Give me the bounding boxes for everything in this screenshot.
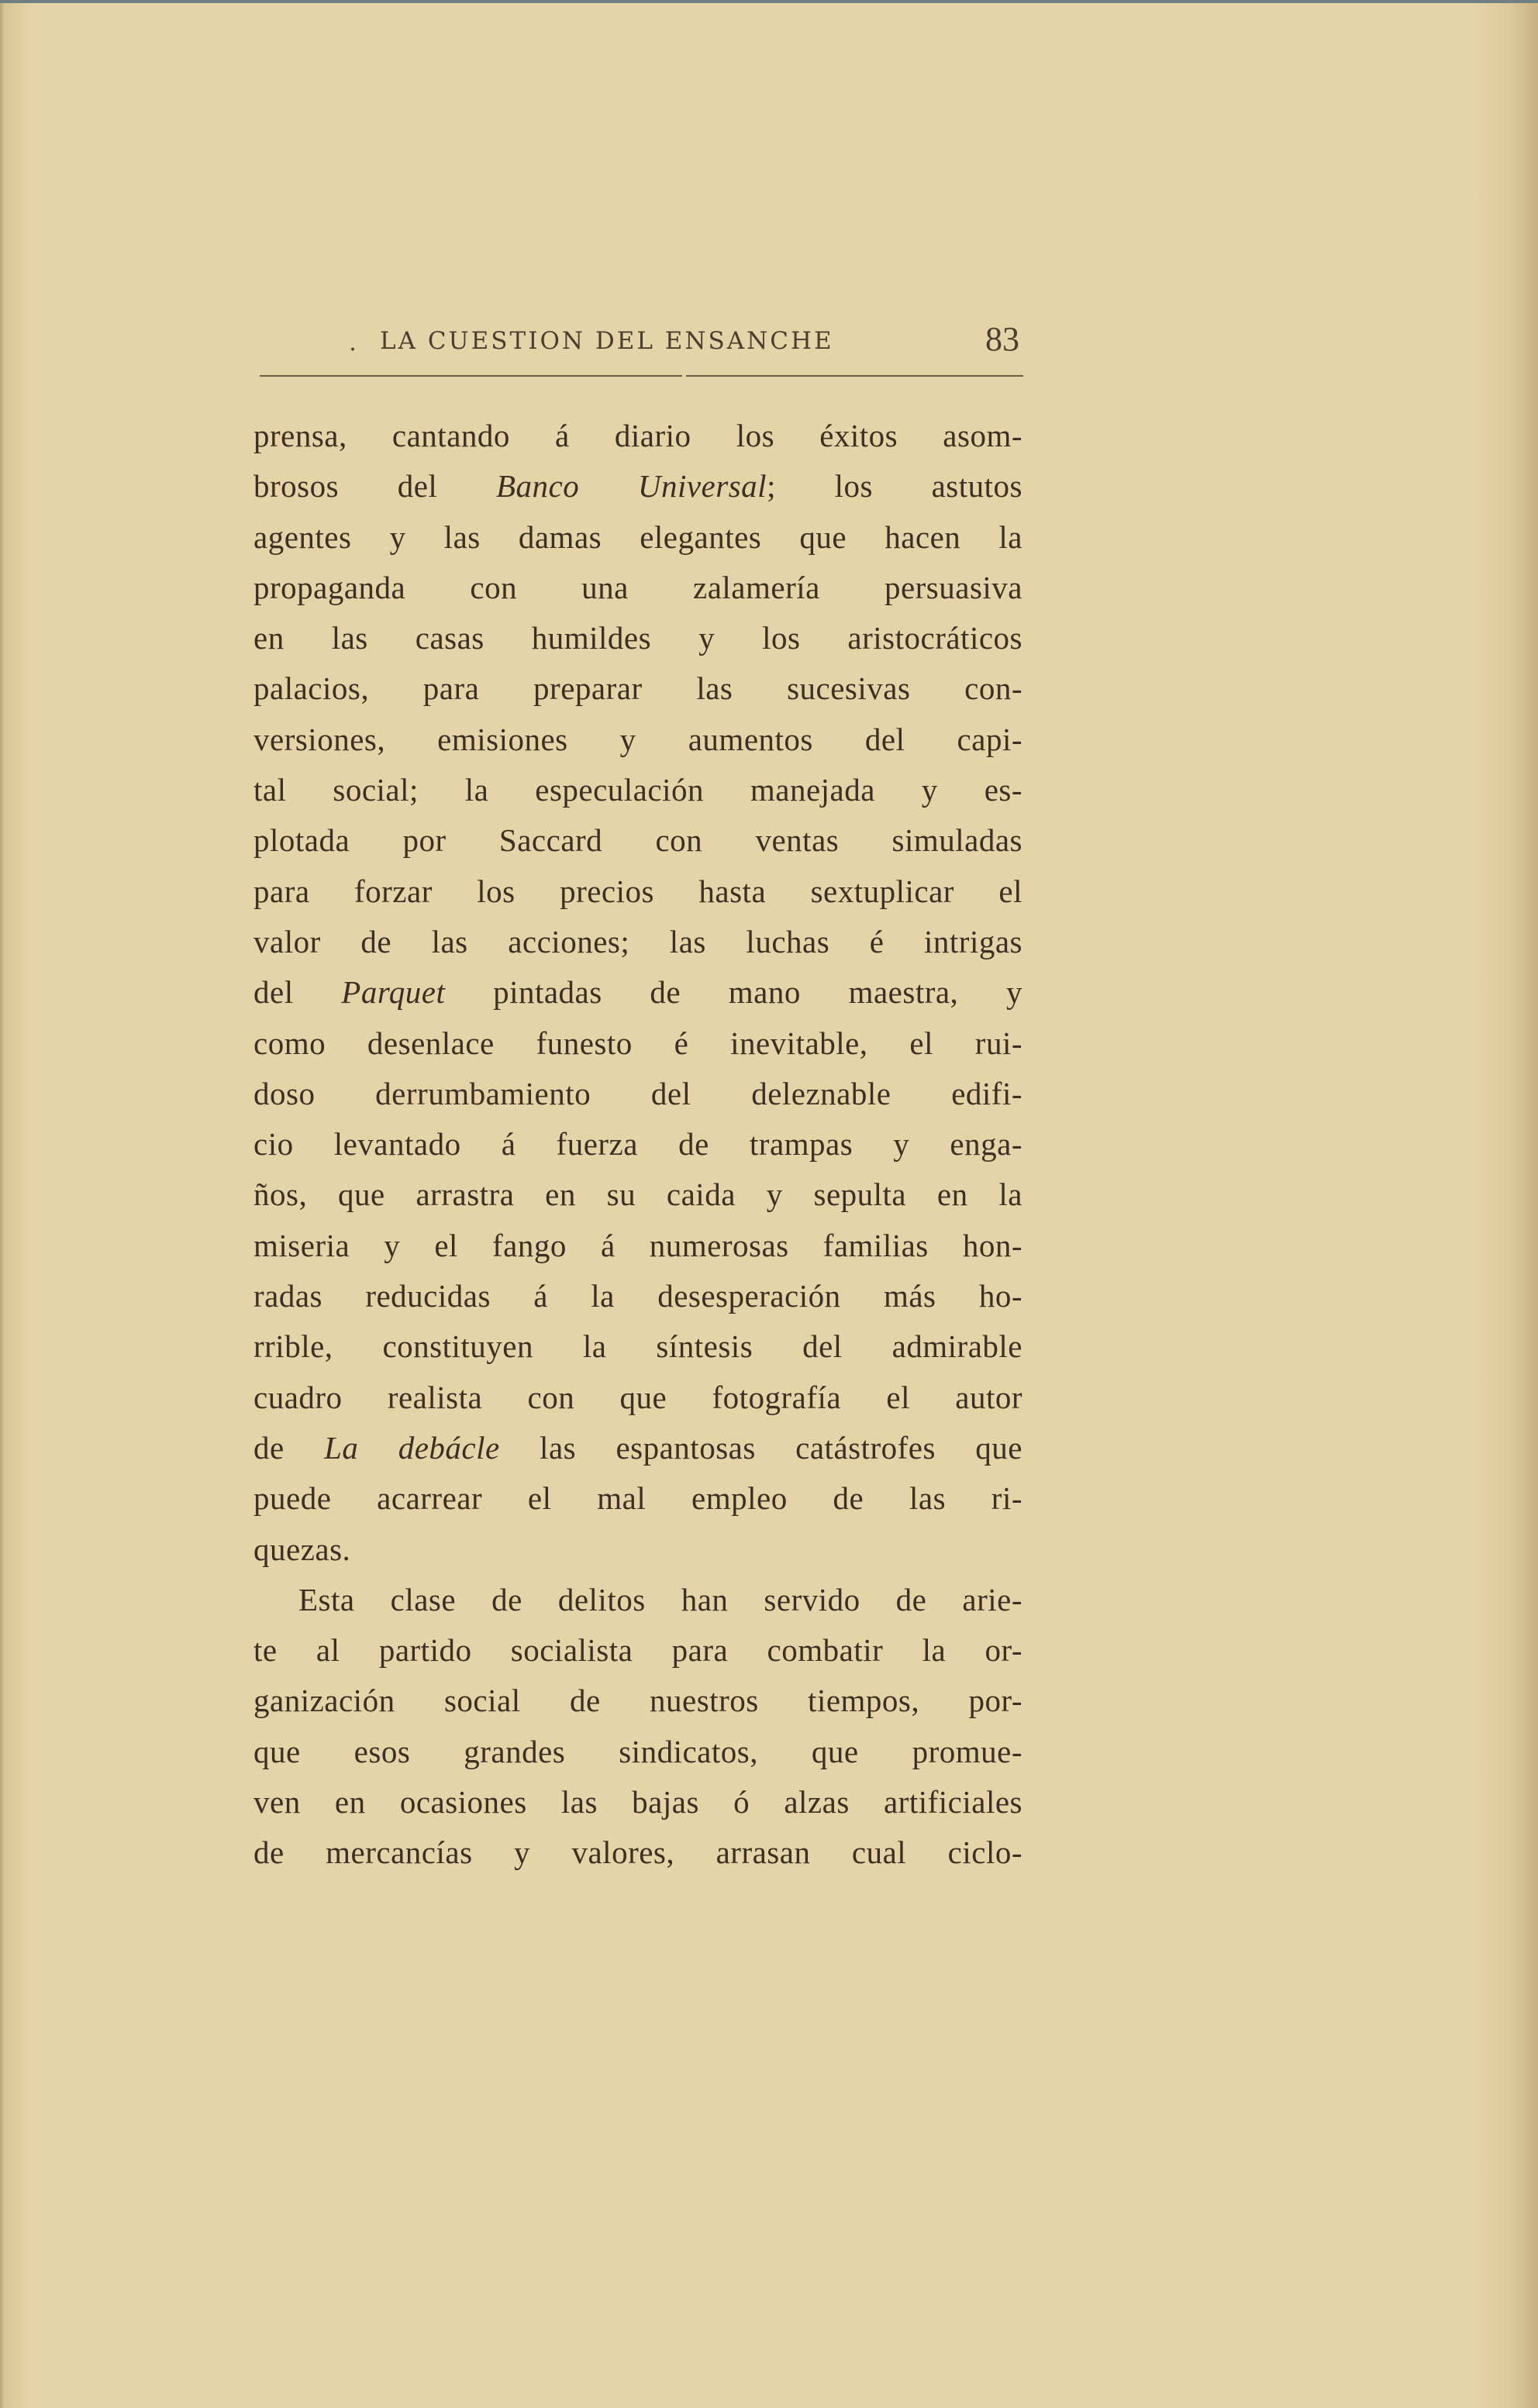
text-segment: Esta clase de delitos han servido de arie- [298, 1581, 1022, 1617]
text-segment: valor de las acciones; las luchas é intrigas [253, 923, 1022, 959]
text-line [253, 1777, 1022, 1828]
text-line [253, 1423, 1022, 1473]
text-line [253, 1727, 1022, 1777]
text-segment: cuadro realista con que fotografía el autor [253, 1379, 1022, 1415]
running-header [349, 319, 1019, 366]
text-segment: brosos del [253, 468, 496, 505]
text-line [253, 563, 1022, 613]
text-segment: ños, que arrastra en su caida y sepulta en la [253, 1176, 1022, 1213]
text-segment: miseria y el fango á numerosas familias hon- [253, 1227, 1022, 1263]
text-line [253, 613, 1022, 663]
text-line [253, 512, 1022, 563]
text-line [253, 1575, 1022, 1625]
text-segment: ; los astutos [767, 468, 1022, 505]
text-line [253, 1524, 1022, 1575]
text-segment: quezas. [253, 1531, 351, 1567]
italic-title: Banco Universal [495, 468, 767, 505]
text-segment: del [253, 974, 342, 1011]
text-line [253, 917, 1022, 967]
text-segment: pintadas de mano maestra, y [445, 974, 1023, 1011]
text-line [253, 1625, 1022, 1676]
italic-title: La debácle [324, 1429, 500, 1466]
text-line [253, 1271, 1022, 1321]
text-line [253, 1069, 1022, 1119]
text-segment: te al partido socialista para combatir la or- [253, 1632, 1022, 1669]
text-line [253, 411, 1022, 461]
text-segment: plotada por Saccard con ventas simuladas [253, 822, 1022, 859]
page-top-edge [0, 0, 1538, 3]
text-segment: ganización social de nuestros tiempos, por- [253, 1683, 1022, 1719]
header-rule-right [686, 375, 1023, 377]
text-line [253, 1373, 1022, 1423]
running-title: LA CUESTION DEL ENSANCHE [380, 327, 834, 355]
text-line [253, 765, 1022, 815]
text-line [253, 1119, 1022, 1170]
text-segment: radas reducidas á la desesperación más ho- [253, 1278, 1022, 1314]
text-segment: palacios, para preparar las sucesivas con- [253, 670, 1022, 707]
page-number: 83 [985, 320, 1019, 358]
text-segment: cio levantado á fuerza de trampas y enga- [253, 1126, 1022, 1163]
text-segment: prensa, cantando á diario los éxitos asom- [253, 418, 1022, 453]
text-line [253, 1221, 1022, 1271]
text-segment: como desenlace funesto é inevitable, el rui- [253, 1025, 1022, 1061]
text-segment: en las casas humildes y los aristocráticos [253, 620, 1022, 656]
text-line [253, 715, 1022, 765]
italic-title: Parquet [341, 974, 446, 1011]
text-segment: que esos grandes sindicatos, que promue- [253, 1733, 1022, 1769]
text-line [253, 1170, 1022, 1220]
header-dot: . [349, 329, 357, 357]
text-line [253, 1018, 1022, 1069]
text-line [253, 663, 1022, 714]
text-segment: rrible, constituyen la síntesis del admirable [253, 1328, 1022, 1365]
text-segment: propaganda con una zalamería persuasiva [253, 569, 1022, 605]
text-line [253, 1473, 1022, 1524]
text-line [253, 815, 1022, 866]
text-segment: de [253, 1429, 325, 1466]
text-segment: ven en ocasiones las bajas ó alzas artificiales [253, 1784, 1022, 1821]
text-segment: tal social; la especulación manejada y es- [253, 772, 1022, 808]
text-line [253, 1828, 1022, 1878]
body-text [253, 411, 1022, 1879]
text-segment: versiones, emisiones y aumentos del capi- [253, 721, 1022, 757]
text-segment: las espantosas catástrofes que [499, 1429, 1022, 1466]
text-segment: agentes y las damas elegantes que hacen la [253, 518, 1022, 555]
text-line [253, 461, 1022, 512]
text-segment: doso derrumbamiento del deleznable edifi- [253, 1075, 1022, 1111]
text-line [253, 1321, 1022, 1372]
text-segment: de mercancías y valores, arrasan cual ciclo- [253, 1834, 1022, 1871]
text-segment: para forzar los precios hasta sextuplicar el [253, 873, 1022, 909]
text-line [253, 967, 1022, 1018]
header-rule-left [260, 375, 682, 377]
text-segment: puede acarrear el mal empleo de las ri- [253, 1480, 1022, 1517]
text-line [253, 1676, 1022, 1726]
text-line [253, 866, 1022, 917]
